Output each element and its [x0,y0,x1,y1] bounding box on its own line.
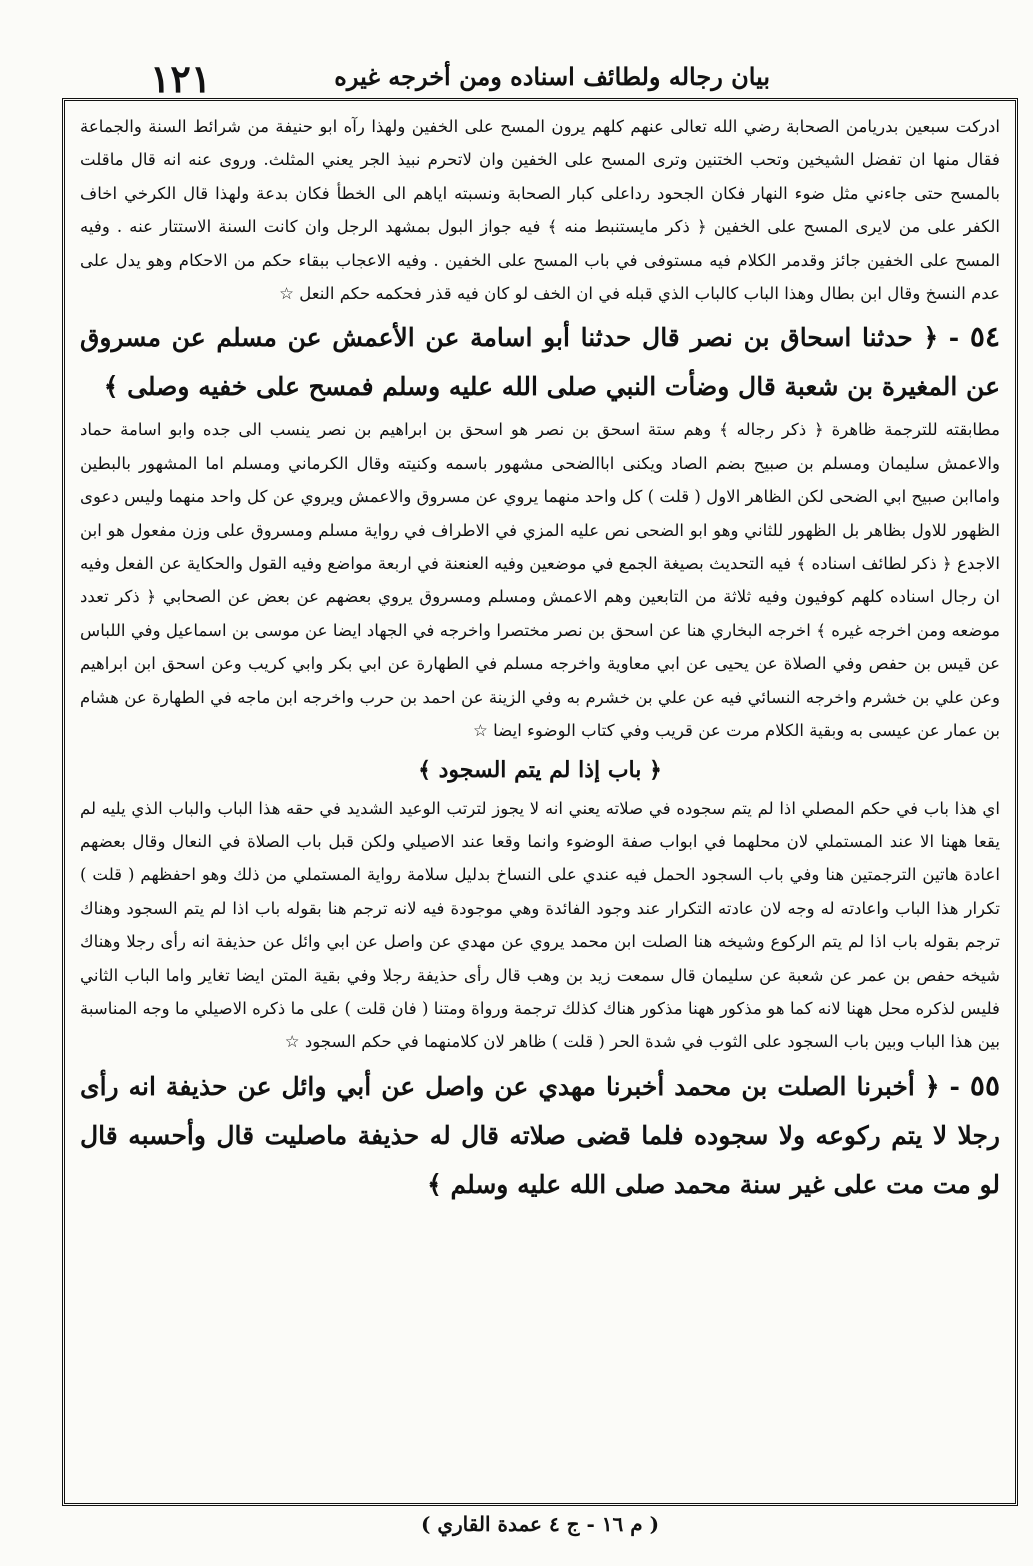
hadith-number-55: ٥٥ [969,1068,1000,1102]
commentary-paragraph-2: مطابقته للترجمة ظاهرة ﴿ ذكر رجاله ﴾ وهم ستة اسحق بن نصر هو اسحق بن ابراهيم بن نصر ينسب الى جده وابو اسامة حماد والاعمش سليمان ومسلم بن صبيح بضم الصاد ويكنى اباالضحى مشهور باسمه وكنيته وقال الكرماني ومسلم اما المشهور بالبطين واماابن صبيح ابي الضحى لكن الظاهر الاول ( قلت ) كل واحد منهما يروي عن مسروق والاعمش ويروي عن كل واحد منهما وليس دعوى الظهور للاول بظاهر بل الظهور للثاني وهو ابو الضحى نص عليه المزي في الاطراف في رواية مسلم ومسروق على وزن مفعول هو ابن الاجدع ﴿ ذكر لطائف اسناده ﴾ فيه التحديث بصيغة الجمع في موضعين وفيه العنعنة في اربعة مواضع وفيه القول والحكاية عن الفعل وفيه ان رجال اسناده كلهم كوفيون وفيه ثلاثة من التابعين وهم الاعمش ومسلم ومسروق يروي بعضهم عن بعض عن الصحابي ﴿ ذكر تعدد موضعه ومن اخرجه غيره ﴾ اخرجه البخاري هنا عن اسحق بن نصر مختصرا واخرجه في الجهاد ايضا عن موسى بن اسماعيل وفي اللباس عن قيس بن حفص وفي الصلاة عن يحيى عن ابي معاوية واخرجه مسلم في الطهارة عن ابي بكر وابي كريب وعن اسحق ابن ابراهيم وعن علي بن خشرم واخرجه النسائي فيه عن علي بن خشرم به وفي الزينة عن احمد بن حرب واخرجه ابن ماجه في الطهارة عن هشام بن عمار عن عيسى به وبقية الكلام مرت عن قريب وفي كتاب الوضوء ايضا ☆ [80,420,1000,741]
hadith-text-55: ﴿ أخبرنا الصلت بن محمد أخبرنا مهدي عن واصل عن أبي وائل عن حذيفة انه رأى رجلا لا يتم ركوعه ولا سجوده فلما قضى صلاته قال له حذيفة ماصليت قال وأحسبه قال لو مت مت على غير سنة محمد صلى الله عليه وسلم ﴾ [80,1071,1000,1199]
running-title: بيان رجاله ولطائف اسناده ومن أخرجه غيره [334,62,770,91]
page-header [60,52,1020,100]
hadith-55: ٥٥ - ﴿ أخبرنا الصلت بن محمد أخبرنا مهدي عن واصل عن أبي وائل عن حذيفة انه رأى رجلا لا يتم ركوعه ولا سجوده فلما قضى صلاته قال له حذيفة ماصليت قال وأحسبه قال لو مت مت على غير سنة محمد صلى الله عليه وسلم ﴾ [80,1068,1000,1199]
page-number: ١٢١ [150,56,212,101]
hadith-number-54: ٥٤ [969,320,1000,354]
commentary-paragraph-3: اي هذا باب في حكم المصلي اذا لم يتم سجوده في صلاته يعني انه لا يجوز لترتب الوعيد الشديد في حقه هذا الباب والباب الذي يليه لم يقعا ههنا الا عند المستملي لان محلهما في ابواب صفة الوضوء وانما وقعا عند الاصيلي ولكن قبل باب الصلاة في النعال وقال بعضهم اعادة هاتين الترجمتين هنا وفي باب السجود الحمل فيه عندي على النساخ بدليل سلامة رواية المستملي من ذلك وهو احفظهم ( قلت ) تكرار هذا الباب واعادته له وجه لان عادته التكرار عند وجود الفائدة وهي موجودة فيه لانه ترجم هنا بقوله باب اذا لم يتم السجود وهناك ترجم بقوله باب اذا لم يتم الركوع وشيخه هنا الصلت ابن محمد يروي عن مهدي عن واصل عن ابي وائل عن حذيفة انه رأى رجلا وهناك شيخه حفص بن عمر عن شعبة عن سليمان قال سمعت زيد بن وهب قال رأى حذيفة رجلا وفي بقية المتن ايضا تغاير واما الباب الثاني فليس لذكره محل ههنا لانه كما هو مذكور ههنا مذكور هناك كذلك ترجمة ورواة ومتنا ( فان قلت ) على ما ذكره الاصيلي ما وجه المناسبة بين هذا الباب وبين باب السجود على الثوب في شدة الحر ( قلت ) ظاهر لان كلامنهما في حكم السجود ☆ [80,798,1001,1052]
page-body [80,110,1000,1211]
commentary-paragraph-1: ادركت سبعين بدريامن الصحابة رضي الله تعالى عنهم كلهم يرون المسح على الخفين ولهذا رآه ابو حنيفة من شرائط السنة والجماعة فقال منها ان تفضل الشيخين وتحب الختنين وترى المسح على الخفين وان لاتحرم نبيذ الجر يعني المثلث. وروى عنه انه قال ماقلت بالمسح حتى جاءني مثل ضوء النهار فكان الجحود رداعلى كبار الصحابة ونسبته اياهم الى الخطأ فكان بدعة ولهذا قال الكرخي اخاف الكفر على من لايرى المسح على الخفين ﴿ ذكر مايستنبط منه ﴾ فيه جواز البول بمشهد الرجل وان كانت السنة الاستتار عنه . وفيه المسح على الخفين جائز وقدمر الكلام فيه مستوفى في باب المسح على الخفين . وفيه الاعجاب ببقاء حكم من الاحكام وهو يدل على عدم النسخ وقال ابن بطال وهذا الباب كالباب الذي قبله في ان الخف لو كان فيه قذر فحكمه حكم النعل ☆ [80,117,1000,304]
chapter-heading: ﴿ باب إذا لم يتم السجود ﴾ [418,756,662,783]
hadith-text-54: ﴿ حدثنا اسحاق بن نصر قال حدثنا أبو اسامة عن الأعمش عن مسلم عن مسروق عن المغيرة بن شعبة قال وضأت النبي صلى الله عليه وسلم فمسح على خفيه وصلى ﴾ [80,323,1000,402]
signature-mark: ( م ١٦ - ج ٤ عمدة القاري ) [420,1512,660,1536]
hadith-54: ٥٤ - ﴿ حدثنا اسحاق بن نصر قال حدثنا أبو اسامة عن الأعمش عن مسلم عن مسروق عن المغيرة بن شعبة قال وضأت النبي صلى الله عليه وسلم فمسح على خفيه وصلى ﴾ [80,320,1000,402]
